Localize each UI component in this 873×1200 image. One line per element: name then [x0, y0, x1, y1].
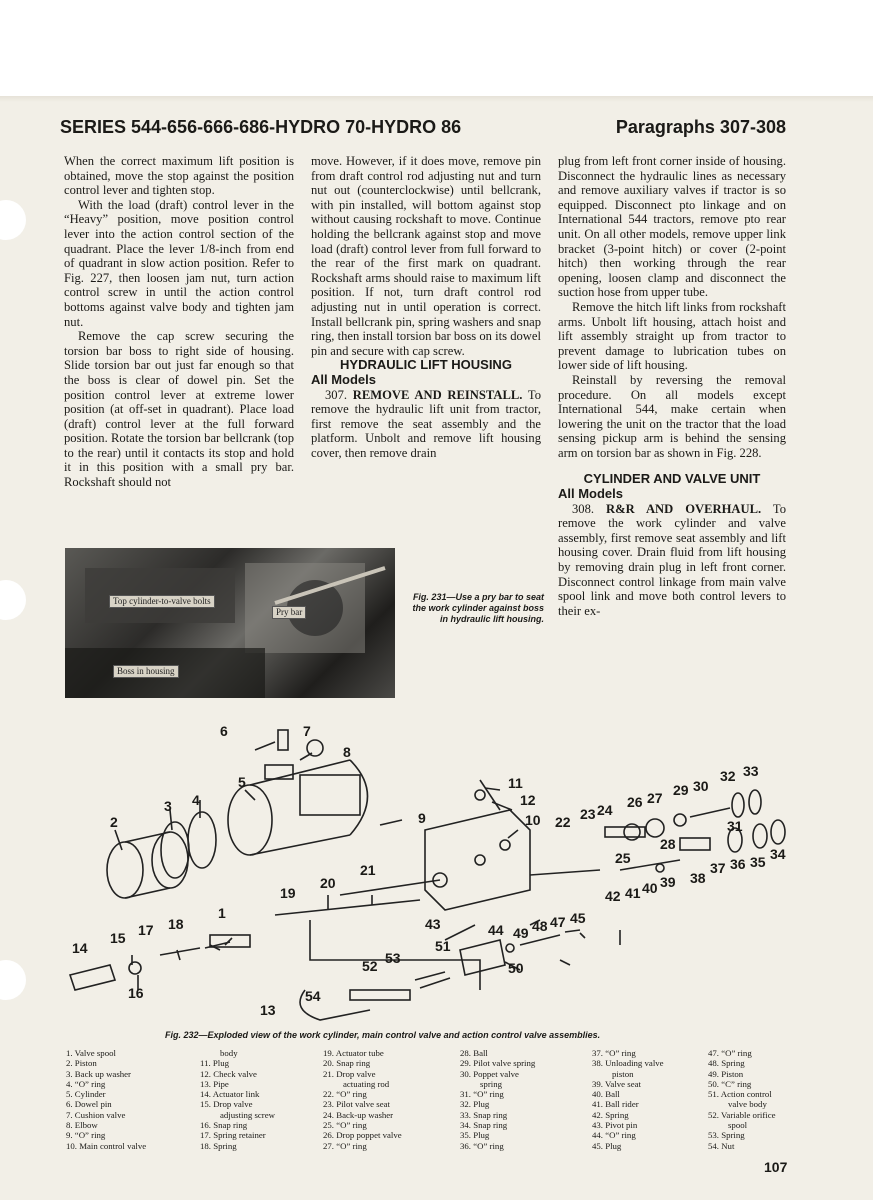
legend-item: 36. “O” ring: [460, 1140, 504, 1151]
legend-item: adjusting screw: [220, 1109, 275, 1120]
legend-column-5: [592, 1048, 664, 1151]
legend-item: 37. “O” ring: [592, 1048, 636, 1058]
part-number-14: 14: [72, 940, 88, 956]
part-number-4: 4: [192, 792, 200, 808]
part-number-53: 53: [385, 950, 401, 966]
text-column-3: [558, 154, 786, 618]
part-number-43: 43: [425, 916, 441, 932]
paragraph-range: Paragraphs 307-308: [615, 117, 786, 137]
legend-item: 29. Pilot valve spring: [460, 1058, 536, 1069]
subsection-heading: All Models: [311, 371, 377, 387]
legend-item: valve body: [728, 1099, 767, 1110]
legend-item: 9. “O” ring: [66, 1130, 106, 1141]
paragraph-title: R&R AND OVERHAUL.: [606, 501, 762, 516]
section-heading: CYLINDER AND VALVE UNIT: [583, 471, 761, 487]
page-edge: [0, 96, 873, 102]
paragraph: plug from left front corner inside of housing. Disconnect the hydraulic lines as necessary and remove auxiliary valves if tractor is so equipped. Disconnect pto linkage and on International 544 tractors, remove pto rear unit. On all other models, remove upper link bracket (3-point hitch) or cover (2-point hitch) then working through the rear opening, loosen clamp and disconnect the suction hose from upper tube.: [558, 154, 786, 300]
part-number-18: 18: [168, 916, 184, 932]
part-number-41: 41: [625, 885, 641, 901]
legend-item: 42. Spring: [592, 1109, 629, 1120]
legend-column-6: [708, 1048, 776, 1151]
part-number-5: 5: [238, 774, 246, 790]
legend-item: 15. Drop valve: [200, 1099, 253, 1110]
part-number-31: 31: [727, 818, 743, 834]
part-number-15: 15: [110, 930, 126, 946]
legend-item: 47. “O” ring: [708, 1048, 752, 1058]
part-number-13: 13: [260, 1002, 276, 1018]
legend-item: 44. “O” ring: [592, 1130, 636, 1141]
part-number-24: 24: [597, 802, 613, 818]
part-number-50: 50: [508, 960, 524, 976]
paragraph: Reinstall by reversing the removal procedure. On all models except International 544, make certain when lowering the unit on the tractor that the load sensing pickup arm is behind the sensing arm on torsion bar as shown in Fig. 228.: [558, 372, 786, 460]
legend-item: 3. Back up washer: [66, 1068, 131, 1079]
series-title: SERIES 544-656-666-686-HYDRO 70-HYDRO 86: [60, 117, 462, 137]
legend-item: 27. “O” ring: [323, 1140, 367, 1151]
part-number-47: 47: [550, 914, 566, 930]
legend-item: 53. Spring: [708, 1130, 745, 1141]
legend-item: 40. Ball: [592, 1089, 620, 1100]
legend-item: 54. Nut: [708, 1140, 735, 1151]
legend-item: 52. Variable orifice: [708, 1109, 776, 1120]
paragraph: With the load (draft) control lever in the “Heavy” position, move position control lever into the action control section of the quadrant. Place the lever 1/8-inch from end of quadrant in slow action position. Refer to Fig. 227, then loosen jam nut, turn action control screw in until the action control bottoms against valve body and tighten jam nut.: [64, 197, 294, 329]
legend-item: 12. Check valve: [200, 1068, 257, 1079]
legend-column-3: [323, 1048, 402, 1151]
legend-item: 21. Drop valve: [323, 1068, 376, 1079]
part-number-29: 29: [673, 782, 689, 798]
legend-item: 5. Cylinder: [66, 1089, 106, 1100]
part-number-27: 27: [647, 790, 663, 806]
legend-item: 39. Valve seat: [592, 1078, 641, 1089]
legend-item: 17. Spring retainer: [200, 1130, 266, 1141]
paragraph-body: To remove the work cylinder and valve assembly, first remove seat assembly and lift housing cover. Drain fluid from lift housing by removing drain plug in left front corner. Disconnect control linkage from main valve spool link and move both control levers to their ex-: [558, 501, 786, 618]
part-number-54: 54: [305, 988, 321, 1004]
part-number-32: 32: [720, 768, 736, 784]
paragraph: Remove the cap screw securing the torsion bar boss to right side of housing. Slide torsion bar out just far enough so that the boss is clear of dowel pin. Set the position control lever at extreme lower position (at off-set in quadrant). Place load (draft) control lever at the full forward position. Rotate the torsion bar bellcrank (top to the rear) until it contacts its stop and hold it in this position with a small pry bar. Rockshaft should not: [64, 329, 294, 490]
part-number-37: 37: [710, 860, 726, 876]
legend-item: 23. Pilot valve seat: [323, 1099, 390, 1110]
paragraph: move. However, if it does move, remove pin from draft control rod adjusting nut and turn nut out (counterclockwise) until bellcrank, with pin installed, will bottom against stop without causing rockshaft to move. Continue holding the bellcrank against stop and move load (draft) control lever from full forward to the rear of the first mark on quadrant. Rockshaft arms should raise to maximum lift position. If not, turn draft control rod adjusting nut in until operation is correct. Install bellcrank pin, spring washers and snap ring, then install torsion bar boss on its dowel pin and secure with cap screw.: [311, 154, 541, 358]
legend-item: 43. Pivot pin: [592, 1120, 638, 1131]
photo-label: Top cylinder-to-valve bolts: [109, 595, 215, 608]
legend-item: 48. Spring: [708, 1058, 745, 1069]
part-number-35: 35: [750, 854, 766, 870]
part-number-52: 52: [362, 958, 378, 974]
photo-label: Boss in housing: [113, 665, 179, 678]
subsection-heading: All Models: [558, 486, 624, 502]
legend-item: 16. Snap ring: [200, 1120, 248, 1131]
legend-item: 30. Poppet valve: [460, 1068, 519, 1079]
figure-231-caption: Fig. 231—Use a pry bar to seat the work cylinder against boss in hydraulic lift housing.: [412, 592, 544, 624]
legend-item: piston: [612, 1068, 634, 1079]
legend-item: 8. Elbow: [66, 1120, 98, 1131]
paragraph: Remove the hitch lift links from rockshaft arms. Unbolt lift housing, attach hoist and lift assembly straight up from tractor to prevent damage to lubrication tubes on lower side of lift housing.: [558, 299, 786, 373]
legend-item: 34. Snap ring: [460, 1120, 508, 1131]
page-number: 107: [764, 1159, 788, 1175]
part-number-51: 51: [435, 938, 451, 954]
legend-item: 22. “O” ring: [323, 1089, 367, 1100]
part-number-26: 26: [627, 794, 643, 810]
part-number-30: 30: [693, 778, 709, 794]
section-heading: HYDRAULIC LIFT HOUSING: [340, 357, 512, 373]
legend-item: 31. “O” ring: [460, 1089, 504, 1100]
paragraph-307: [311, 388, 541, 461]
legend-item: 45. Plug: [592, 1140, 622, 1151]
legend-item: 38. Unloading valve: [592, 1058, 664, 1069]
legend-item: body: [220, 1048, 238, 1058]
part-number-7: 7: [303, 723, 311, 739]
part-number-19: 19: [280, 885, 296, 901]
part-number-33: 33: [743, 763, 759, 779]
legend-item: 41. Ball rider: [592, 1099, 639, 1110]
part-number-38: 38: [690, 870, 706, 886]
part-number-6: 6: [220, 723, 228, 739]
text-column-1: [64, 154, 294, 490]
legend-item: 10. Main control valve: [66, 1140, 147, 1151]
part-number-16: 16: [128, 985, 144, 1001]
paragraph-308: [558, 502, 786, 619]
part-number-23: 23: [580, 806, 596, 822]
legend-item: 35. Plug: [460, 1130, 490, 1141]
part-number-40: 40: [642, 880, 658, 896]
part-number-45: 45: [570, 910, 586, 926]
legend-column-2: [200, 1048, 275, 1151]
legend-item: 51. Action control: [708, 1089, 772, 1100]
page-header: [60, 117, 786, 141]
exploded-drawing: [60, 720, 800, 1025]
part-number-8: 8: [343, 744, 351, 760]
part-number-3: 3: [164, 798, 172, 814]
legend-item: 1. Valve spool: [66, 1048, 116, 1058]
legend-item: 19. Actuator tube: [323, 1048, 384, 1058]
legend-item: 20. Snap ring: [323, 1058, 371, 1069]
paragraph-title: REMOVE AND REINSTALL.: [352, 387, 523, 402]
photo-label: Pry bar: [272, 606, 306, 619]
part-number-49: 49: [513, 925, 529, 941]
figure-232-caption: Fig. 232—Exploded view of the work cylinder, main control valve and action control valve assemblies.: [165, 1030, 601, 1040]
paragraph-number: 307.: [325, 387, 348, 402]
part-number-22: 22: [555, 814, 571, 830]
part-number-48: 48: [532, 918, 548, 934]
part-number-17: 17: [138, 922, 154, 938]
legend-item: actuating rod: [343, 1078, 390, 1089]
legend-item: 6. Dowel pin: [66, 1099, 112, 1110]
part-number-2: 2: [110, 814, 118, 830]
legend-item: 14. Actuator link: [200, 1089, 260, 1100]
figure-231-photo: [65, 548, 395, 698]
part-number-44: 44: [488, 922, 504, 938]
paragraph-body: To remove the hydraulic lift unit from tractor, first remove the seat assembly and the platform. Unbolt and remove lift housing cover, then remove drain: [311, 387, 541, 460]
part-number-25: 25: [615, 850, 631, 866]
legend-item: 26. Drop poppet valve: [323, 1130, 402, 1141]
legend-item: 24. Back-up washer: [323, 1109, 394, 1120]
part-number-21: 21: [360, 862, 376, 878]
legend-item: spool: [728, 1120, 748, 1131]
part-number-42: 42: [605, 888, 621, 904]
legend-item: 2. Piston: [66, 1058, 97, 1069]
part-number-9: 9: [418, 810, 426, 826]
paragraph-number: 308.: [572, 501, 595, 516]
legend-item: 49. Piston: [708, 1068, 744, 1079]
legend-item: 4. “O” ring: [66, 1078, 106, 1089]
paragraph: When the correct maximum lift position is obtained, move the stop against the position control lever and tighten stop.: [64, 154, 294, 198]
part-number-28: 28: [660, 836, 676, 852]
legend-item: 50. “C” ring: [708, 1078, 752, 1089]
legend-item: 28. Ball: [460, 1048, 488, 1058]
part-number-36: 36: [730, 856, 746, 872]
part-number-12: 12: [520, 792, 536, 808]
part-number-34: 34: [770, 846, 786, 862]
part-number-11: 11: [508, 775, 523, 791]
legend-column-4: [460, 1048, 535, 1151]
legend-item: 25. “O” ring: [323, 1120, 367, 1131]
legend-item: spring: [480, 1078, 502, 1089]
legend-item: 18. Spring: [200, 1140, 237, 1151]
figure-232-exploded-view: [60, 720, 800, 1025]
legend-item: 7. Cushion valve: [66, 1109, 126, 1120]
legend-item: 33. Snap ring: [460, 1109, 508, 1120]
part-number-20: 20: [320, 875, 336, 891]
legend-column-1: [66, 1048, 146, 1151]
legend-item: 11. Plug: [200, 1058, 230, 1069]
text-column-2: [311, 154, 541, 460]
part-number-10: 10: [525, 812, 541, 828]
legend-item: 13. Pipe: [200, 1078, 229, 1089]
part-number-39: 39: [660, 874, 676, 890]
legend-item: 32. Plug: [460, 1099, 490, 1110]
part-number-1: 1: [218, 905, 226, 921]
